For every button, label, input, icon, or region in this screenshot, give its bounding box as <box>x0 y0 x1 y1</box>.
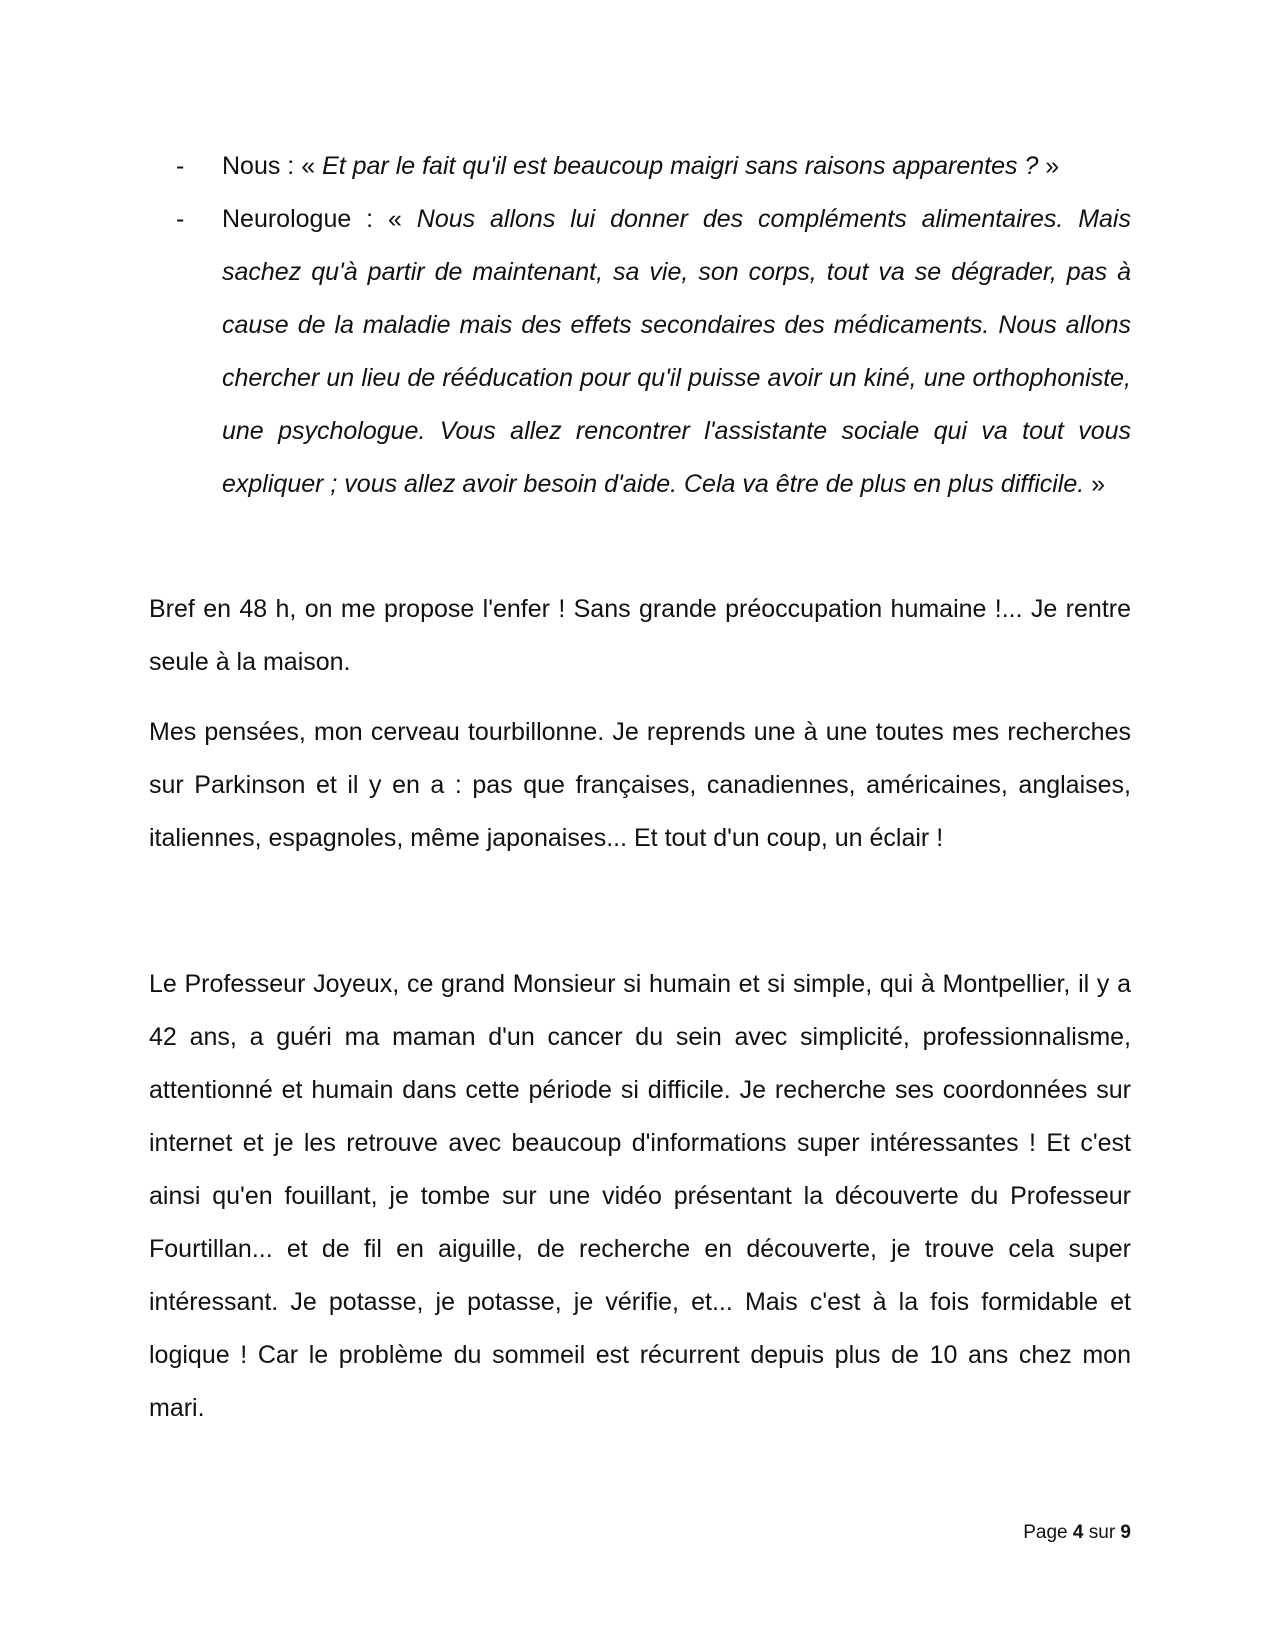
page-prefix: Page <box>1023 1522 1073 1543</box>
list-dash: - <box>176 152 185 180</box>
list-dash: - <box>176 205 185 233</box>
current-page-number: 4 <box>1072 1522 1084 1543</box>
page-number-footer <box>1023 1521 1131 1545</box>
quote-text: Nous allons lui donner des compléments alimentaires. Mais sachez qu'à partir de maintenant, sa vie, son corps, tout va se dégrader, pas à cause de la maladie mais des effets secondaires des médicaments. Nous allons chercher un lieu de rééducation pour qu'il puisse avoir un kiné, une orthophoniste, une psychologue. Vous allez rencontrer l'assistante sociale qui va tout vous expliquer ; vous allez avoir besoin d'aide. Cela va être de plus en plus difficile. <box>222 205 1131 498</box>
dialogue-item <box>176 140 1131 193</box>
dialogue-utterance <box>222 193 1131 511</box>
speaker-label: Neurologue : « <box>222 205 417 233</box>
quote-close: » <box>1038 152 1060 180</box>
body-paragraph: Bref en 48 h, on me propose l'enfer ! Sans grande préoccupation humaine !... Je rentre seule à la maison. <box>149 595 1131 676</box>
dialogue-utterance <box>222 140 1131 193</box>
dialogue-list <box>176 140 1131 511</box>
total-pages-number: 9 <box>1120 1522 1131 1543</box>
speaker-label: Nous : « <box>222 152 323 180</box>
body-paragraph: Le Professeur Joyeux, ce grand Monsieur si humain et si simple, qui à Montpellier, il y a 42 ans, a guéri ma maman d'un cancer du sein avec simplicité, professionnalisme, attentionné et humain dans cette période si difficile. Je recherche ses coordonnées sur internet et je les retrouve avec beaucoup d'informations super intéressantes ! Et c'est ainsi qu'en fouillant, je tombe sur une vidéo présentant la découverte du Professeur Fourtillan... et de fil en aiguille, de recherche en découverte, je trouve cela super intéressant. Je potasse, je potasse, je vérifie, et... Mais c'est à la fois formidable et logique ! Car le problème du sommeil est récurrent depuis plus de 10 ans chez mon mari. <box>149 970 1131 1422</box>
quote-close: » <box>1084 470 1106 498</box>
page-separator: sur <box>1083 1522 1121 1543</box>
quote-text: Et par le fait qu'il est beaucoup maigri sans raisons apparentes ? <box>322 152 1039 180</box>
body-paragraph: Mes pensées, mon cerveau tourbillonne. Je reprends une à une toutes mes recherches sur Parkinson et il y en a : pas que françaises, canadiennes, américaines, anglaises, italiennes, espagnoles, même japonaises... Et tout d'un coup, un éclair ! <box>149 718 1131 852</box>
dialogue-item <box>176 193 1131 511</box>
